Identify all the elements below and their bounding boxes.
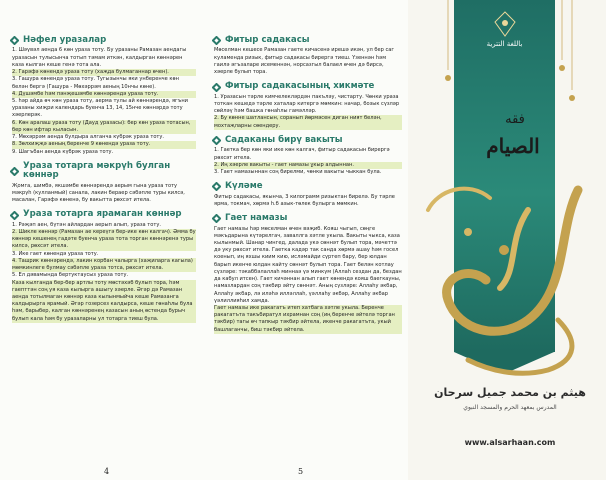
page-4-content bbox=[10, 36, 196, 329]
page-number-4: 4 bbox=[104, 467, 110, 476]
section bbox=[10, 36, 196, 156]
section-line: 4. Дүшәмбе һәм пәнҗешәмбе көннәрендә ураза тоту. bbox=[12, 91, 196, 98]
page-5-column bbox=[202, 0, 409, 480]
section-line: 2. Шикле көннәр (Рамазан ае кереүгә бер-ике көн калгач). Әмма бу көннәр кешенең гадәте буенча ураза тота торган көннәренә туры килсә, рөхсәт итела. bbox=[12, 228, 196, 250]
section-body bbox=[212, 94, 402, 130]
section-title: Гает намазы bbox=[225, 213, 288, 224]
section-line: 7. Мөхәррәм аенда булдыра алганча күбрәк ураза тоту. bbox=[12, 134, 165, 141]
section bbox=[212, 82, 402, 130]
diamond-bullet-icon bbox=[10, 167, 19, 176]
section-header bbox=[10, 36, 196, 45]
section-body bbox=[212, 226, 402, 334]
section-line: Мөселман кешесе Рамазан гаете кичасенә ирешә икән, ул бер саг куламенда ризык, фитыр садакасы бирергә тиеш. Үзеннән һәм гаилә әгъзаларе исеменнән, норсазгыл балаел өчен дә бирсә, хәерле булып тора. bbox=[214, 47, 395, 76]
section-line: 1. Рәҗәп аен, бүтән айлардан аерып алып, ураза тоту. bbox=[12, 221, 161, 228]
section-title: Фитыр садакасы bbox=[225, 35, 310, 45]
section-header bbox=[10, 162, 196, 181]
section-line: 5. һәр айда өч көн ураза тоту, аерма тулы ай көннәрендә, ягъни уразаны хиҗри календарь буенча 13, 14, 15нче көннәрдә тоту хәерлерәк. bbox=[12, 97, 188, 119]
section-line: 3. Ике гает көнендә ураза тоту. bbox=[12, 250, 99, 257]
cover-panel bbox=[408, 0, 606, 480]
section bbox=[212, 136, 402, 176]
diamond-bullet-icon bbox=[212, 83, 221, 92]
diamond-bullet-icon bbox=[10, 36, 19, 45]
section-title: Ураза тотарга мәкрүһ булган көннәр bbox=[23, 160, 171, 181]
page-5-content bbox=[212, 36, 402, 340]
cover-author-subtitle: المدرس بمعهد الحرم والمسجد النبوي bbox=[463, 404, 557, 411]
cover-title-fiqh: فقه bbox=[505, 112, 525, 127]
section-body bbox=[10, 47, 196, 155]
section-line: 9. Шагъбан аенда күбрәк ураза тоту. bbox=[12, 148, 114, 155]
section-line: 2. Гарәфә көнендә ураза тоту (хаҗда булмаганнар өчен). bbox=[12, 69, 196, 76]
section-body bbox=[212, 47, 402, 76]
section bbox=[212, 214, 402, 334]
diamond-bullet-icon bbox=[212, 214, 221, 223]
section-body bbox=[10, 222, 196, 323]
section-title: Күләме bbox=[225, 181, 263, 192]
section-title: Фитыр садакасының хикмәте bbox=[225, 81, 375, 92]
section-title: Нәфел уразалар bbox=[23, 35, 107, 45]
diamond-bullet-icon bbox=[212, 136, 221, 145]
section bbox=[10, 162, 196, 205]
ramadan-calligraphy bbox=[408, 170, 606, 380]
section-line: 2. Бу көнне шатлансын, соранып йөрмәсен диган ният белән, мохтаҗларны сөендеру. bbox=[214, 115, 402, 129]
section-line: 8. Зөлхиҗҗә аеның беренче 9 көнендә ураза тоту. bbox=[12, 141, 196, 148]
section-body bbox=[10, 183, 196, 205]
section-line: 6. Көн аралаш ураза тоту (Дауд уразасы): бер көн ураза тотасын, бер көн ифтар кыласын. bbox=[12, 120, 196, 134]
page-4-column bbox=[0, 0, 203, 480]
section bbox=[212, 182, 402, 208]
section-line: 3. Гает намазыннан соң бирелми, чөнки вакыты чыккан була. bbox=[214, 168, 382, 175]
section-line: 2. Иң хәерле вакыты - гает намазы ұкыр алдыннан. bbox=[214, 162, 402, 169]
diamond-bullet-icon bbox=[212, 36, 221, 45]
section-title: Ураза тотарга ярамаган көннәр bbox=[23, 209, 182, 220]
section-header bbox=[212, 36, 402, 45]
section-header bbox=[212, 82, 402, 91]
section-line: 1. Шәүвәл аенда 6 көн ураза тоту. Бу уразаны Рамазан аендагы уразасын тулысынча тотып тәмам иткән, калдырган көннәрен каза кылган кеше генә тота ала. bbox=[12, 47, 187, 68]
section-line: 1. Уразасын тәрле кимчелекләрдән пакъләу, чистарту. Чөнки ураза тоткан кешедә тәрле хаталар китергә мөмкин: начар, бозык сүзләр сөйләү һәм башка гөнаһлы гамәлләр. bbox=[214, 93, 400, 115]
diamond-bullet-icon bbox=[10, 211, 19, 220]
page-number-5: 5 bbox=[298, 467, 304, 476]
section-line: 3. Гашура көнендә ураза тоту. Тугызынчы яки унберенче көн белән бергә (Гашура - Мөхәррәм аеның 10нчы көне). bbox=[12, 76, 179, 90]
section-line: 1. Гаетка бер көн яки ике көн калгач, фитыр садакасын бирергә рөхсәт итела. bbox=[214, 147, 390, 161]
diamond-bullet-icon bbox=[212, 182, 221, 191]
section-body bbox=[212, 147, 402, 176]
cover-website: www.alsarhaan.com bbox=[464, 438, 556, 447]
cover-brand: باللغة التترية bbox=[486, 40, 523, 48]
section bbox=[10, 210, 196, 323]
cover-title-siyam: الصيام bbox=[486, 134, 540, 158]
section-header bbox=[212, 182, 402, 191]
section-header bbox=[212, 214, 402, 223]
section-line: 4. Ташрик көннәрендә, лакин корбан чалырга (хаҗиларга кагыла) мөмкинлеге булмау сәбәпле ураза тотса, рөхсәт итела. bbox=[12, 258, 196, 272]
section-header bbox=[10, 210, 196, 219]
section-line: Гает намазы һәр мөселман өчен вәҗиб. Кояш чыгып, сөңге мәкъдарына күтәрелгач, заваллга хәтле укыла. Вакыты чыкса, каза кылынмый. Шанар чингед, далада укә сөннәт булып тора, мәчеттә дә уку рөхсәт итела. Гаетка кадәр так санда хөрмә ашау һәм госел коенып, иң яхшы киим кию, исләмайди сүртеп бару, бер юлдан барып икенче юлдан кайту сөннәт булып тора. Гает белән котлау сүзләре: тәкаббәлаллаһ миннаә үә минкүм (Аллаһ сездан да, бездан да кабул итсен). Гает кичәннан алып гает көнендә кояш баегкауны, намазлардан соң тәкбир әйту сөннәт. Аның сүзләре: Аллаһу әкбар, Аллаһу әкбар, лә иләһә илләллаһ, үәллаһу әкбәр, Аллаһу әкбар үәлиллияһил хамда. bbox=[214, 225, 402, 304]
section-title: Садаканы бирү вакыты bbox=[225, 134, 343, 145]
section-header bbox=[212, 136, 402, 145]
section bbox=[212, 36, 402, 76]
section-line: 5. Ел дәвамында бертуктаусыз ураза тоту. bbox=[12, 272, 129, 279]
section-line: Җомга, шимбә, якшәмбе көннәрендә аерым гына ураза тоту мәкрүһ (кулланмый) санала, лакин бераер сәбәпле туры килсә, масалан, Гарәфә көненә, бу вакытта рөхсәт итела. bbox=[12, 182, 185, 204]
section-line: Гает намазы ике ракагатъ итеп хатбага хәтле укыла. Беренче ракагатъта такъбиратул ихрамнан соң (иң беренче әйтелә торган тәкбир) тагы өч тапкыр тәкбир әйтела, икенче ракагатъта, укый башлаганчы, биш тәкбир әйтела. bbox=[214, 305, 402, 334]
cover-author: هيثم بن محمد جميل سرحان bbox=[434, 386, 586, 399]
lantern-icon bbox=[468, 10, 542, 38]
section-line: Фитыр садакасы, якынча, 3 килограмм ризыктан бирелә. Бу тәрле ярма, токмач, хөрмә һ.б азык-төлек булырга мөмкин. bbox=[214, 193, 395, 207]
section-line: Каза кылганда бер-бер артлы тоту мөстәхәб булып тора, һәм гаепттән соң уя каза кылырга ашыгу хәерле. Әгәр дә Рамазан аенда тотылмаган көннәр каза кылынмыйча кеше Рамазанга калдырырга ярамый. Әгәр гозерсез калдырса, кеше гөнаһлы була һәм, барыбер, калган көннәренең казасын аның өстенда бурыч булып кала һәм бу уразаларны ул тотарга тиеш була. bbox=[12, 280, 196, 323]
section-body bbox=[212, 194, 402, 208]
